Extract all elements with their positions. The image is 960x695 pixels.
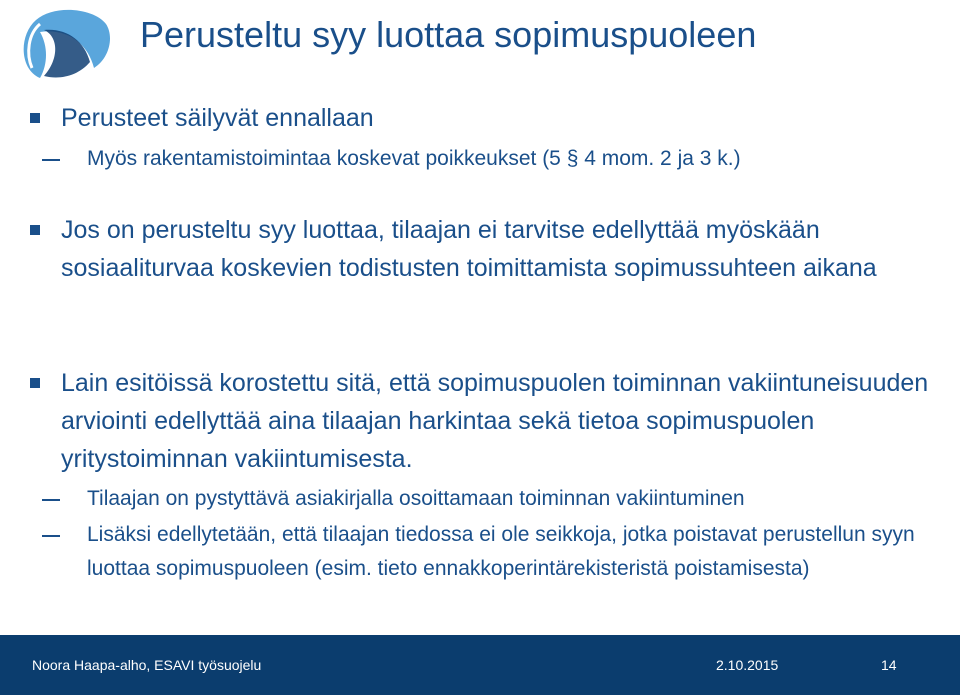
bullet-text: Jos on perusteltu syy luottaa, tilaajan ei tarvitse edellyttää myöskään sosiaaliturvaa koskevien todistusten toimittamista sopimussuhteen aikana	[61, 216, 877, 282]
logo-icon	[14, 6, 110, 82]
bullet-item	[30, 364, 935, 478]
dash-bullet-icon	[42, 535, 60, 537]
sub-bullet-item	[42, 142, 932, 176]
bullet-text: Lain esitöissä korostettu sitä, että sopimuspuolen toiminnan vakiintuneisuuden arviointi edellyttää aina tilaajan harkintaa sekä tietoa sopimuspuolen yritystoiminnan vakiintumisesta.	[61, 369, 929, 473]
sub-bullet-text: Tilaajan on pystyttävä asiakirjalla osoittamaan toiminnan vakiintuminen	[87, 487, 745, 510]
logo	[14, 6, 110, 82]
sub-bullet-item	[42, 482, 932, 516]
slide-title: Perusteltu syy luottaa sopimuspuoleen	[140, 14, 757, 55]
bullet-text: Perusteet säilyvät ennallaan	[61, 104, 374, 132]
bullet-item	[30, 211, 935, 287]
footer-author: Noora Haapa-alho, ESAVI työsuojelu	[32, 657, 262, 673]
page-number: 14	[881, 657, 897, 673]
square-bullet-icon	[30, 113, 40, 123]
footer-bar	[0, 635, 960, 695]
square-bullet-icon	[30, 378, 40, 388]
sub-bullet-text: Lisäksi edellytetään, että tilaajan tiedossa ei ole seikkoja, jotka poistavat perustellun syyn luottaa sopimuspuoleen (esim. tieto ennakkoperintärekisteristä poistamisesta)	[87, 523, 915, 580]
square-bullet-icon	[30, 225, 40, 235]
sub-bullet-text: Myös rakentamistoimintaa koskevat poikkeukset (5 § 4 mom. 2 ja 3 k.)	[87, 147, 741, 170]
sub-bullet-item	[42, 518, 932, 586]
dash-bullet-icon	[42, 159, 60, 161]
footer-date: 2.10.2015	[716, 657, 779, 673]
dash-bullet-icon	[42, 499, 60, 501]
bullet-item	[30, 99, 935, 137]
